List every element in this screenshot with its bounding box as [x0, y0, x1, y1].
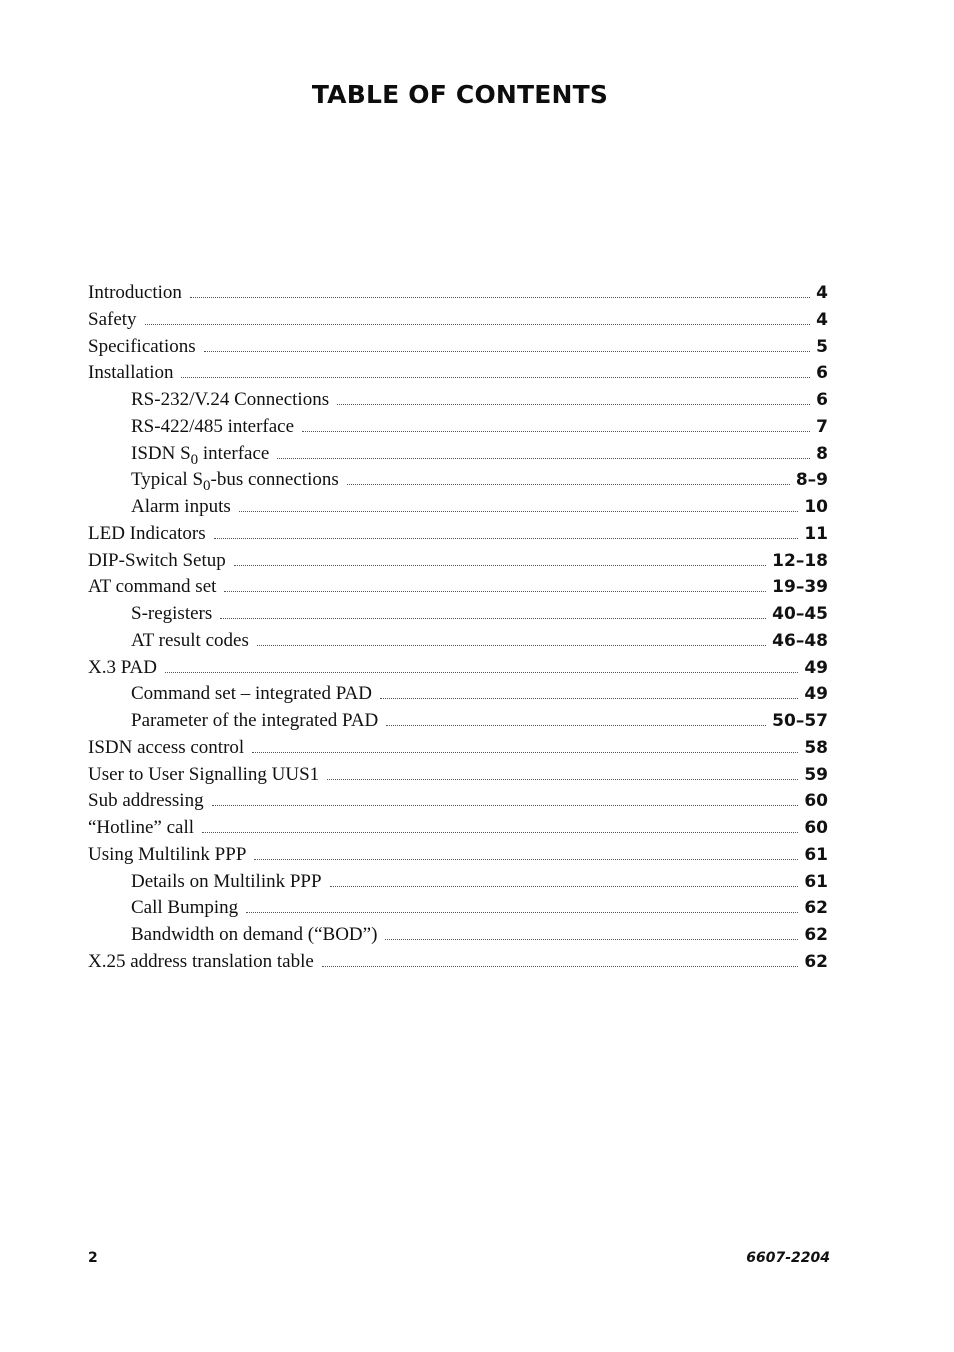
toc-entry-page: 61 — [804, 871, 828, 892]
toc-entry-label: Command set – integrated PAD — [131, 683, 372, 705]
dot-leader — [202, 832, 798, 833]
table-of-contents — [88, 280, 828, 976]
dot-leader — [204, 351, 811, 352]
toc-entry[interactable] — [88, 521, 828, 548]
dot-leader — [380, 698, 798, 699]
dot-leader — [386, 725, 766, 726]
toc-entry[interactable] — [88, 307, 828, 334]
toc-entry-label: User to User Signalling UUS1 — [88, 763, 320, 785]
toc-entry-page: 59 — [804, 764, 828, 785]
toc-entry-label: Introduction — [88, 282, 182, 303]
toc-entry[interactable] — [88, 815, 828, 842]
label-text: Typical S — [131, 469, 204, 491]
toc-entry-label: RS-422/485 interface — [131, 415, 295, 437]
toc-subentry[interactable] — [88, 467, 828, 494]
toc-entry[interactable] — [88, 334, 828, 361]
dot-leader — [214, 538, 799, 539]
toc-entry-page: 62 — [804, 951, 828, 972]
toc-entry-page: 4 — [816, 283, 828, 303]
toc-entry-page: 8 — [816, 443, 828, 464]
toc-entry-page: 62 — [804, 925, 828, 945]
toc-subentry[interactable] — [88, 628, 828, 655]
dot-leader — [257, 645, 766, 646]
toc-entry-page: 58 — [804, 737, 828, 758]
label-text: -bus connections — [210, 469, 339, 491]
toc-entry[interactable] — [88, 788, 828, 815]
toc-entry-label: Details on Multilink PPP — [131, 870, 322, 892]
dot-leader — [165, 672, 798, 673]
toc-entry-page: 62 — [804, 898, 828, 919]
dot-leader — [145, 324, 811, 325]
toc-subentry[interactable] — [88, 681, 828, 708]
toc-subentry[interactable] — [88, 708, 828, 735]
toc-subentry[interactable] — [88, 869, 828, 896]
toc-entry-label: DIP-Switch Setup — [88, 549, 226, 571]
toc-entry[interactable] — [88, 762, 828, 789]
toc-entry-label: Installation — [88, 362, 174, 384]
subscript: 0 — [203, 478, 211, 495]
dot-leader — [224, 591, 766, 592]
footer-page-number: 2 — [88, 1250, 98, 1266]
toc-entry-label: Alarm inputs — [131, 496, 231, 517]
toc-entry-label: AT command set — [88, 576, 217, 598]
toc-entry-label: Sub addressing — [88, 790, 204, 812]
dot-leader — [385, 939, 798, 940]
toc-entry-page: 49 — [804, 684, 828, 705]
toc-entry-page: 19–39 — [772, 577, 828, 598]
page-title: TABLE OF CONTENTS — [311, 80, 609, 109]
toc-entry-label: S-registers — [131, 603, 213, 624]
toc-entry-page: 10 — [804, 497, 828, 517]
dot-leader — [330, 886, 799, 887]
toc-entry-page: 5 — [816, 336, 828, 357]
toc-entry-page: 7 — [816, 416, 828, 437]
dot-leader — [252, 752, 798, 753]
toc-entry-page: 8–9 — [795, 470, 828, 491]
toc-entry-page: 6 — [816, 390, 828, 410]
dot-leader — [212, 805, 799, 806]
toc-entry-page: 61 — [804, 844, 828, 865]
toc-entry[interactable] — [88, 842, 828, 869]
dot-leader — [337, 404, 810, 405]
toc-entry-label — [131, 441, 277, 468]
footer-doc-code: 6607-2204 — [746, 1250, 830, 1266]
dot-leader — [234, 565, 766, 566]
toc-entry-page: 60 — [804, 791, 828, 812]
toc-subentry[interactable] — [88, 494, 828, 521]
toc-entry-page: 4 — [816, 309, 828, 330]
toc-entry-page: 60 — [804, 818, 828, 838]
dot-leader — [347, 484, 790, 485]
toc-entry-label: Call Bumping — [131, 897, 239, 919]
toc-entry[interactable] — [88, 280, 828, 307]
dot-leader — [220, 618, 766, 619]
dot-leader — [239, 511, 799, 512]
toc-subentry[interactable] — [88, 922, 828, 949]
toc-entry[interactable] — [88, 735, 828, 762]
toc-subentry[interactable] — [88, 441, 828, 468]
dot-leader — [181, 377, 810, 378]
toc-entry-label: RS-232/V.24 Connections — [131, 389, 330, 410]
toc-entry-label: Bandwidth on demand (“BOD”) — [131, 924, 378, 945]
subscript: 0 — [190, 451, 199, 468]
toc-entry[interactable] — [88, 360, 828, 387]
toc-entry-label: Safety — [88, 308, 137, 330]
dot-leader — [322, 966, 798, 967]
toc-subentry[interactable] — [88, 601, 828, 628]
toc-entry-page: 11 — [804, 523, 828, 544]
dot-leader — [254, 859, 798, 860]
toc-entry-page: 40–45 — [772, 604, 828, 624]
toc-subentry[interactable] — [88, 387, 828, 414]
dot-leader — [246, 912, 798, 913]
toc-entry-label — [131, 467, 347, 494]
dot-leader — [327, 779, 798, 780]
toc-entry-page: 50–57 — [772, 711, 828, 731]
toc-entry-page: 12–18 — [772, 550, 828, 571]
toc-entry-label: Specifications — [88, 335, 196, 357]
dot-leader — [277, 458, 810, 459]
toc-entry[interactable] — [88, 548, 828, 575]
toc-entry[interactable] — [88, 655, 828, 682]
toc-entry-label: AT result codes — [131, 629, 249, 651]
dot-leader — [302, 431, 810, 432]
toc-entry-label: Using Multilink PPP — [88, 843, 247, 865]
toc-entry-label: Parameter of the integrated PAD — [131, 710, 379, 731]
toc-entry-label: LED Indicators — [88, 522, 206, 544]
toc-entry-label: ISDN access control — [88, 736, 245, 758]
dot-leader — [190, 297, 810, 298]
toc-entry-page: 49 — [804, 657, 828, 678]
toc-entry-page: 6 — [816, 363, 828, 384]
toc-subentry[interactable] — [88, 895, 828, 922]
label-text: interface — [198, 442, 270, 464]
label-text: ISDN S — [131, 442, 191, 464]
toc-entry-label: X.3 PAD — [88, 656, 157, 678]
toc-entry-label: X.25 address translation table — [88, 950, 314, 972]
toc-entry[interactable] — [88, 574, 828, 601]
toc-entry-label: “Hotline” call — [88, 817, 195, 838]
toc-subentry[interactable] — [88, 414, 828, 441]
toc-entry[interactable] — [88, 949, 828, 976]
toc-entry-page: 46–48 — [772, 630, 828, 651]
